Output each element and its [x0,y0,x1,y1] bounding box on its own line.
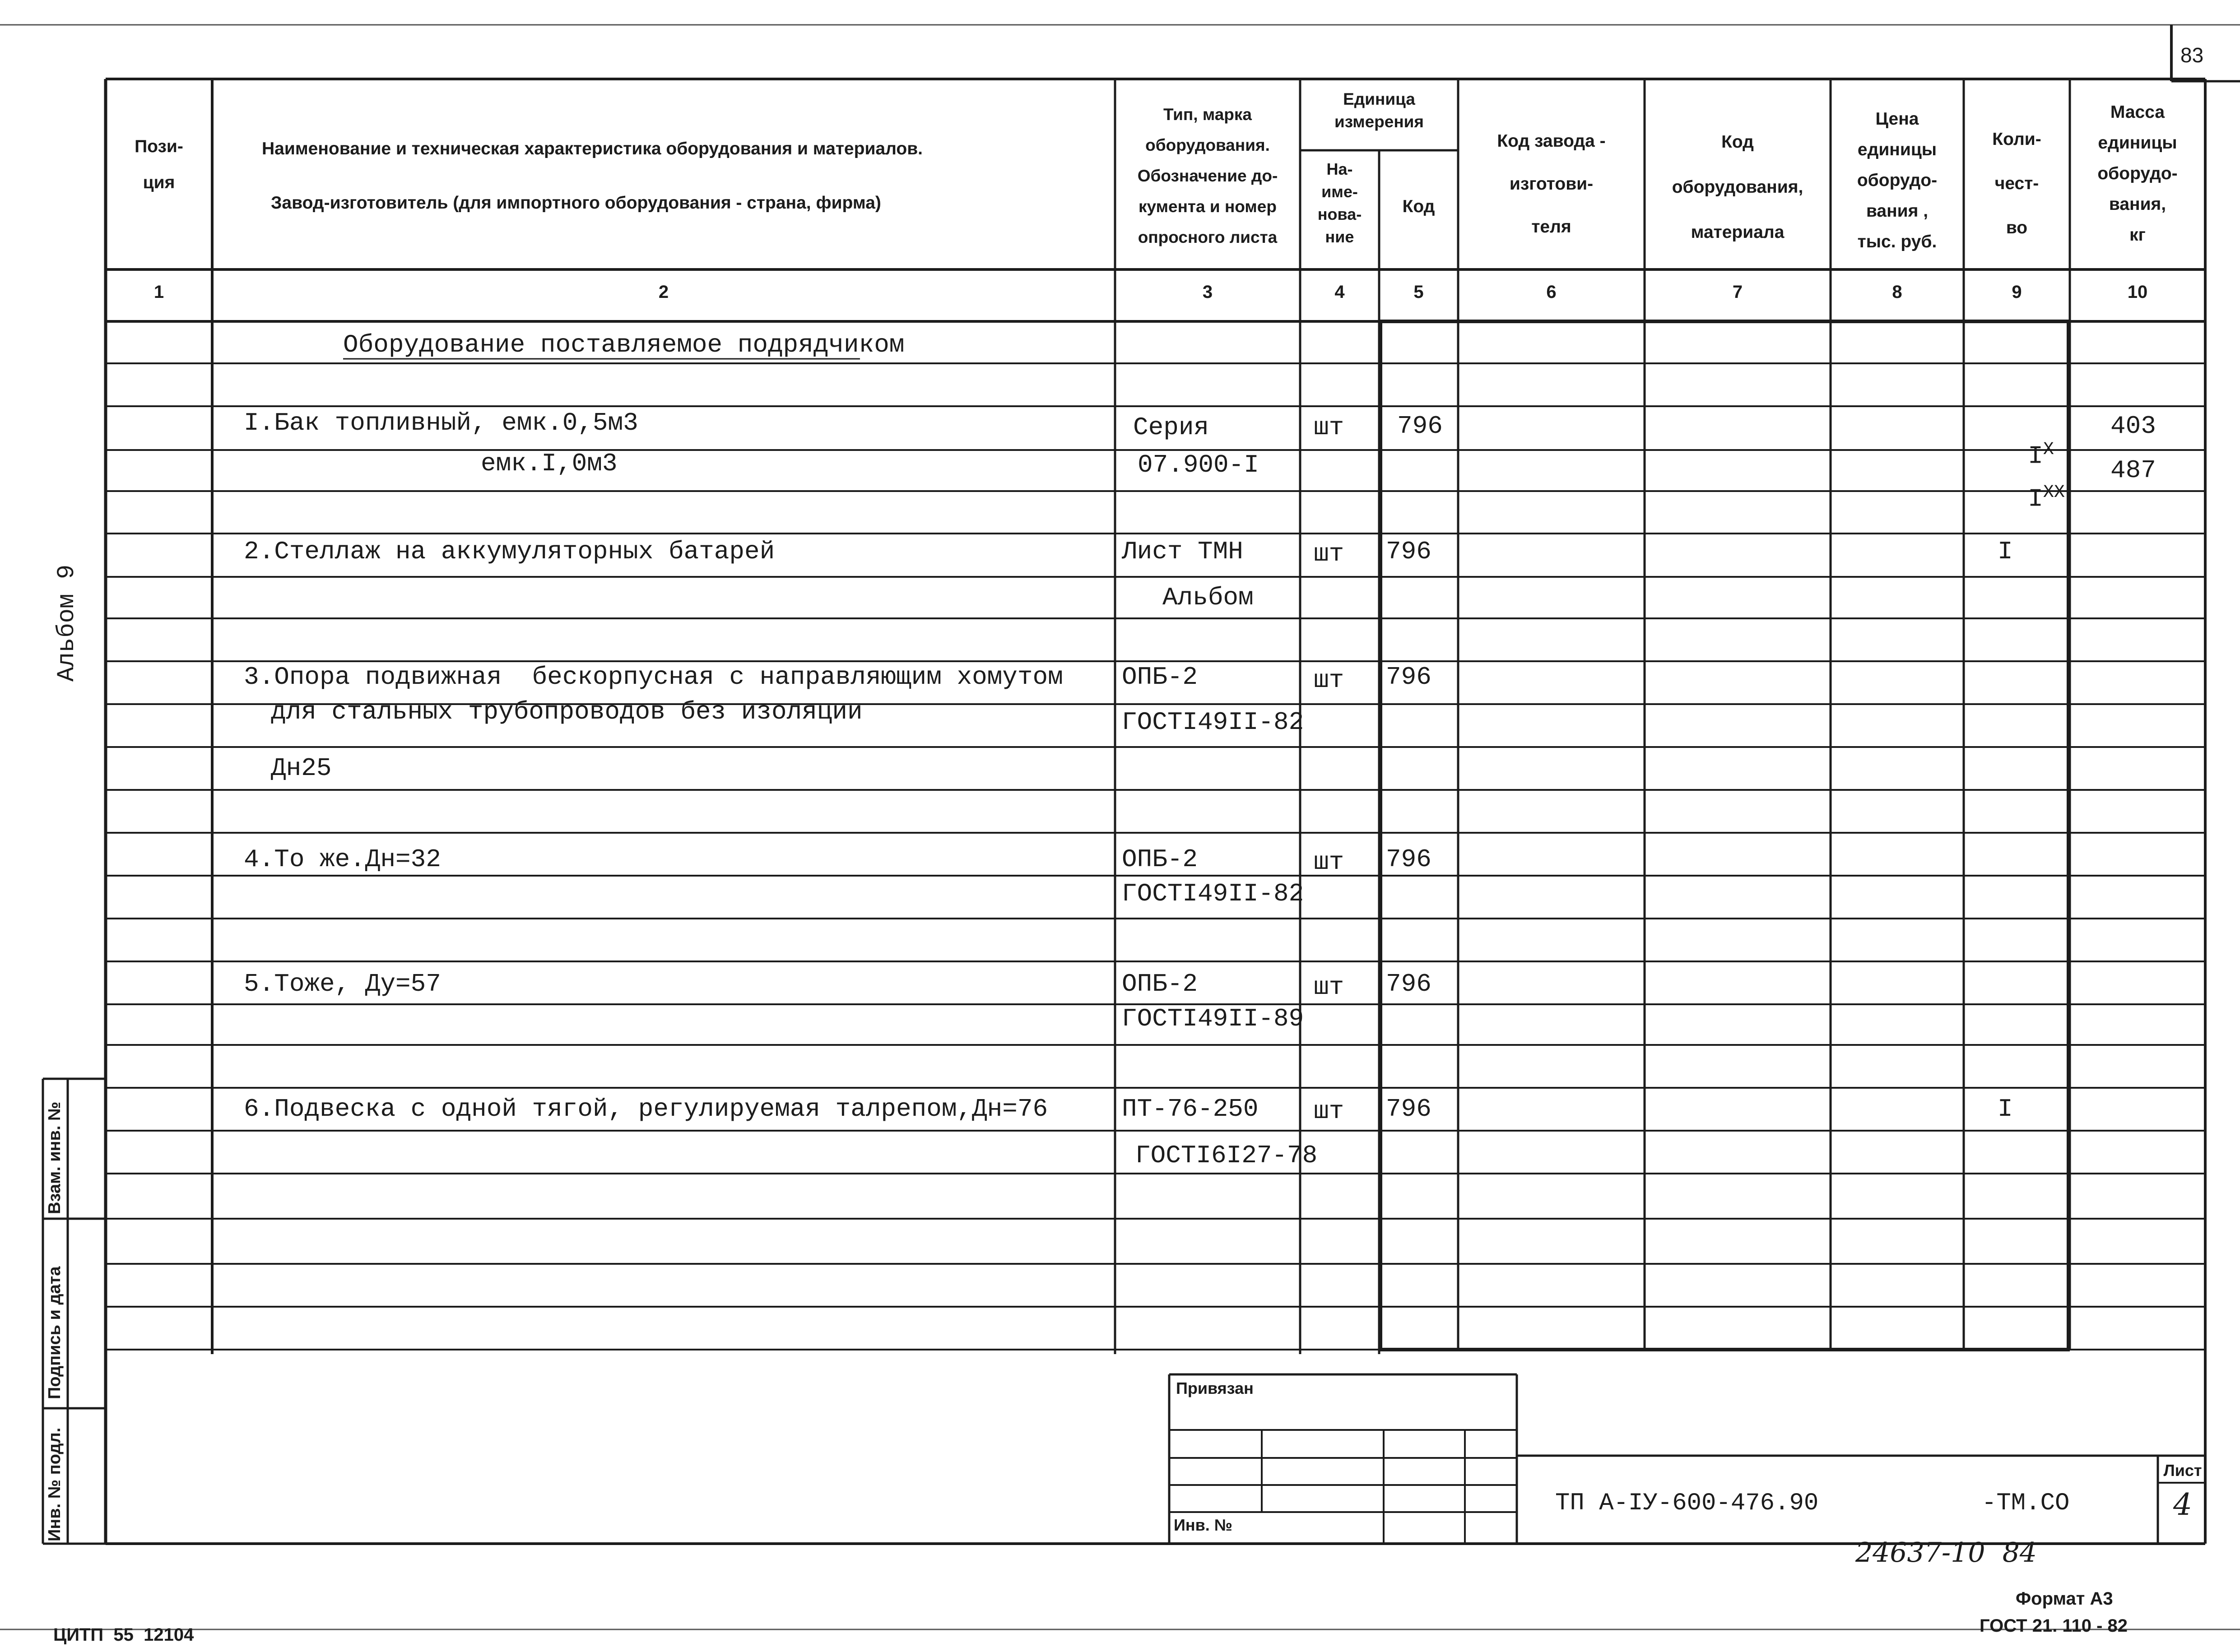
row5-unit: шт [1314,666,1344,695]
row3-name: 2.Стеллаж на аккумуляторных батарей [244,537,775,566]
cipt-label: ЦИТП 55 12104 [53,1625,194,1645]
column-number-2: 2 [658,282,669,302]
row3-unit: шт [1314,539,1344,568]
side-stamp-inv: Инв. № подл. [45,1427,64,1541]
doc-suffix: -ТМ.СО [1982,1490,2070,1517]
header-col4 [1300,158,1379,248]
row5-name: 3.Опора подвижная бескорпусная с направляющим хомутом [244,663,1063,691]
header-col6-line3: теля [1531,217,1571,237]
row2-name: емк.I,0м3 [481,449,618,478]
header-col8-line3: оборудо- [1857,171,1938,190]
header-col8-line2: единицы [1857,140,1937,159]
header-col8-line4: вания , [1866,201,1929,221]
row3-qty: I [1998,537,2013,566]
section-title: Оборудование поставляемое подрядчиком [343,330,905,359]
header-col3 [1115,99,1300,253]
row6-name: для стальных трубопроводов без изоляции [271,697,863,726]
row1-unit: шт [1314,413,1344,442]
column-number-8: 8 [1892,282,1902,302]
header-col3-line3: Обозначение до- [1137,167,1278,185]
list-value: 4 [2173,1487,2192,1522]
privyazan-label: Привязан [1176,1379,1254,1397]
column-number-1: 1 [153,282,164,302]
header-unit-line2: измерения [1334,112,1424,131]
row8-code: 796 [1386,845,1431,874]
header-col1-line1: Пози- [135,137,183,156]
header-col10-line2: единицы [2098,133,2177,153]
row13-type: ГОСТI6I27-78 [1135,1141,1318,1170]
header-col8-line5: тыс. руб. [1857,232,1937,251]
sheet-number: 83 [2180,43,2204,67]
header-col10-line3: оборудо- [2097,164,2178,183]
list-label: Лист [2163,1461,2202,1480]
column-number-10: 10 [2127,282,2148,302]
row1-name: I.Бак топливный, емк.0,5м3 [244,408,638,437]
header-col8-line1: Цена [1875,109,1919,129]
header-col1 [106,129,212,201]
side-stamp-vzam: Взам. инв. № [45,1101,64,1214]
header-col10 [2070,97,2205,251]
header-col7-line2: оборудования, [1672,177,1803,197]
header-col3-line5: опросного листа [1138,228,1278,246]
header-col7 [1645,120,1831,255]
row10-name: 5.Тоже, Ду=57 [244,970,441,998]
header-col9-line2: чест- [1994,174,2039,193]
row2-qty-value: I [2028,484,2043,514]
row1-mass: 403 [2110,412,2156,441]
column-number-3: 3 [1202,282,1213,302]
header-col5: Код [1402,197,1435,216]
row12-qty: I [1998,1095,2013,1123]
header-col10-line1: Масса [2110,102,2165,122]
row1-qty-value: I [2028,441,2043,471]
row3-type: Лист ТМН [1122,537,1243,566]
format-label: Формат А3 [2016,1589,2113,1609]
row2-mass: 487 [2110,456,2156,485]
row10-code: 796 [1386,970,1431,998]
inv-no-label: Инв. № [1174,1516,1232,1534]
column-number-9: 9 [2012,282,2022,302]
header-col9 [1964,117,2070,250]
row1-code: 796 [1397,412,1443,441]
header-col4-line2: име- [1321,182,1358,201]
row10-type: ОПБ-2 [1122,970,1198,998]
handwritten-number: 24637-10 84 [1855,1537,2037,1568]
row8-unit: шт [1314,848,1344,877]
side-stamp-podpis: Подпись и дата [45,1266,64,1399]
row12-name: 6.Подвеска с одной тягой, регулируемая талрепом,Дн=76 [244,1095,1048,1123]
header-col6 [1458,120,1645,248]
row10-unit: шт [1314,973,1344,1002]
header-col6-line2: изготови- [1509,174,1594,194]
header-unit-group [1300,88,1458,133]
header-col4-line3: нова- [1317,205,1362,223]
header-col2 [212,122,1115,230]
header-col3-line1: Тип, марка [1163,105,1252,124]
row2-qty-sup: XX [2043,483,2065,503]
row2-qty [1998,454,2065,514]
row7-name: Дн25 [271,754,332,783]
header-col7-line3: материала [1691,223,1785,242]
header-col4-line1: На- [1326,160,1353,178]
row2-type: 07.900-I [1138,450,1259,479]
header-col1-line2: ция [143,173,175,192]
row1-qty-sup: X [2043,440,2054,460]
header-col2-line2: Завод-изготовитель (для импортного оборудования - страна, фирма) [271,193,881,213]
row1-type: Серия [1133,413,1209,442]
row12-unit: шт [1314,1097,1344,1126]
header-col10-line5: кг [2129,225,2146,245]
column-number-4: 4 [1334,282,1345,302]
row11-type: ГОСТI49II-89 [1122,1004,1304,1033]
header-col3-line2: оборудования. [1145,136,1270,154]
row12-type: ПТ-76-250 [1122,1095,1259,1123]
header-col3-line4: кумента и номер [1139,197,1277,216]
row8-name: 4.То же.Дн=32 [244,845,441,874]
header-col9-line3: во [2006,218,2028,237]
row9-type: ГОСТI49II-82 [1122,879,1304,908]
header-col10-line4: вания, [2109,195,2166,214]
header-unit-line1: Единица [1343,90,1415,108]
column-number-5: 5 [1413,282,1424,302]
header-col7-line1: Код [1721,132,1754,152]
album-label: Альбом 9 [53,564,81,682]
header-col8 [1831,104,1964,257]
row4-type: Альбом [1162,583,1254,612]
row8-type: ОПБ-2 [1122,845,1198,874]
header-col6-line1: Код завода - [1497,131,1606,151]
header-col9-line1: Коли- [1992,130,2041,149]
row5-type: ОПБ-2 [1122,663,1198,691]
header-col2-line1: Наименование и техническая характеристика оборудования и материалов. [262,139,923,158]
row6-type: ГОСТI49II-82 [1122,708,1304,737]
column-number-6: 6 [1546,282,1557,302]
row5-code: 796 [1386,663,1431,691]
header-col4-line4: ние [1325,227,1354,246]
column-number-7: 7 [1732,282,1743,302]
row3-code: 796 [1386,537,1431,566]
gost-label: ГОСТ 21. 110 - 82 [1980,1616,2128,1636]
row12-code: 796 [1386,1095,1431,1123]
doc-code: ТП А-IУ-600-476.90 [1555,1490,1819,1517]
